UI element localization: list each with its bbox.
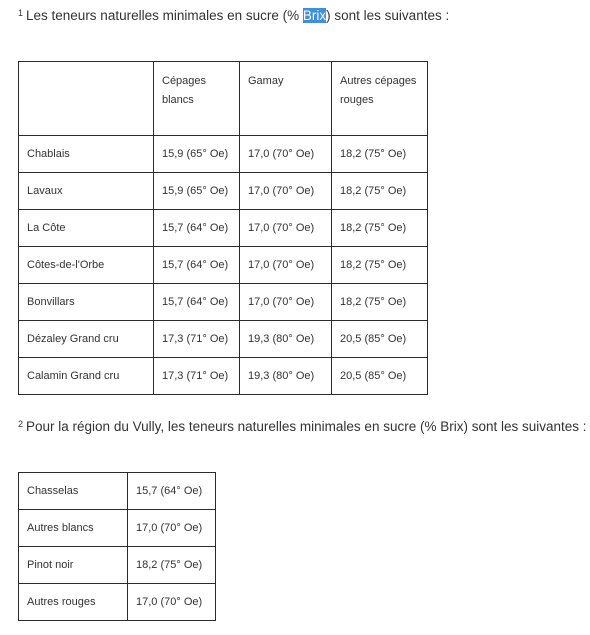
table-row bbox=[19, 547, 216, 584]
footnote-1 bbox=[18, 7, 449, 25]
region-cell: Bonvillars bbox=[19, 284, 154, 321]
value-cell: 18,2 (75° Oe) bbox=[332, 173, 428, 210]
value-cell: 17,0 (70° Oe) bbox=[240, 210, 332, 247]
value-cell: 18,2 (75° Oe) bbox=[332, 247, 428, 284]
table-row bbox=[19, 247, 428, 284]
sugar-content-table bbox=[18, 61, 428, 395]
header-cell-gamay: Gamay bbox=[240, 62, 332, 136]
table-row bbox=[19, 321, 428, 358]
value-cell: 17,0 (70° Oe) bbox=[128, 510, 216, 547]
vully-sugar-content-table bbox=[18, 472, 216, 621]
grape-cell: Autres rouges bbox=[19, 584, 128, 621]
value-cell: 18,2 (75° Oe) bbox=[332, 284, 428, 321]
value-cell: 17,3 (71° Oe) bbox=[154, 321, 240, 358]
value-cell: 17,0 (70° Oe) bbox=[240, 247, 332, 284]
footnote-1-text-end: ) sont les suivantes : bbox=[326, 8, 450, 23]
table-row bbox=[19, 173, 428, 210]
value-cell: 15,9 (65° Oe) bbox=[154, 136, 240, 173]
value-cell: 20,5 (85° Oe) bbox=[332, 358, 428, 395]
value-cell: 19,3 (80° Oe) bbox=[240, 358, 332, 395]
grape-cell: Autres blancs bbox=[19, 510, 128, 547]
value-cell: 15,9 (65° Oe) bbox=[154, 173, 240, 210]
table-row bbox=[19, 358, 428, 395]
selected-text-brix[interactable]: Brix bbox=[302, 8, 327, 23]
value-cell: 17,0 (70° Oe) bbox=[240, 173, 332, 210]
grape-cell: Pinot noir bbox=[19, 547, 128, 584]
value-cell: 17,0 (70° Oe) bbox=[240, 284, 332, 321]
value-cell: 18,2 (75° Oe) bbox=[332, 136, 428, 173]
region-cell: Lavaux bbox=[19, 173, 154, 210]
footnote-2-text: Pour la région du Vully, les teneurs naturelles minimales en sucre (% Brix) sont les suivantes : bbox=[26, 419, 587, 434]
table-row bbox=[19, 136, 428, 173]
table-row bbox=[19, 473, 216, 510]
footnote-2 bbox=[18, 418, 587, 436]
header-cell-autres-rouges: Autres cépages rouges bbox=[332, 62, 428, 136]
value-cell: 18,2 (75° Oe) bbox=[128, 547, 216, 584]
region-cell: Calamin Grand cru bbox=[19, 358, 154, 395]
table-header-row bbox=[19, 62, 428, 136]
value-cell: 15,7 (64° Oe) bbox=[154, 210, 240, 247]
footnote-1-number: 1 bbox=[18, 8, 24, 18]
header-cell-empty bbox=[19, 62, 154, 136]
table-row bbox=[19, 284, 428, 321]
footnote-2-number: 2 bbox=[18, 419, 24, 429]
value-cell: 15,7 (64° Oe) bbox=[128, 473, 216, 510]
region-cell: Côtes-de-l'Orbe bbox=[19, 247, 154, 284]
value-cell: 18,2 (75° Oe) bbox=[332, 210, 428, 247]
value-cell: 20,5 (85° Oe) bbox=[332, 321, 428, 358]
region-cell: Dézaley Grand cru bbox=[19, 321, 154, 358]
value-cell: 19,3 (80° Oe) bbox=[240, 321, 332, 358]
table-row bbox=[19, 210, 428, 247]
table-row bbox=[19, 510, 216, 547]
region-cell: Chablais bbox=[19, 136, 154, 173]
value-cell: 15,7 (64° Oe) bbox=[154, 284, 240, 321]
region-cell: La Côte bbox=[19, 210, 154, 247]
header-cell-cepages-blancs: Cépages blancs bbox=[154, 62, 240, 136]
table-row bbox=[19, 584, 216, 621]
value-cell: 17,3 (71° Oe) bbox=[154, 358, 240, 395]
value-cell: 17,0 (70° Oe) bbox=[240, 136, 332, 173]
footnote-1-text-start: Les teneurs naturelles minimales en sucre (% bbox=[26, 8, 303, 23]
grape-cell: Chasselas bbox=[19, 473, 128, 510]
value-cell: 17,0 (70° Oe) bbox=[128, 584, 216, 621]
value-cell: 15,7 (64° Oe) bbox=[154, 247, 240, 284]
